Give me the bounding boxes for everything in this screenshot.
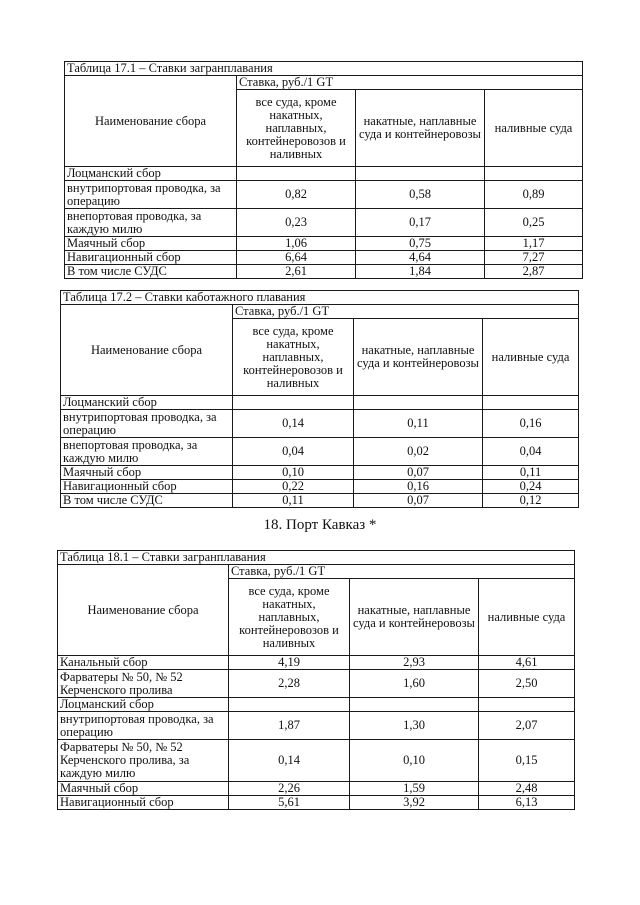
row-label: Лоцманский сбор (65, 167, 237, 181)
row-label: внепортовая проводка, за каждую милю (61, 438, 233, 466)
table-row (58, 712, 575, 740)
cell-value: 5,61 (229, 796, 350, 810)
cell-value: 0,07 (354, 494, 483, 508)
cell-value: 0,22 (233, 480, 354, 494)
row-label: Фарватеры № 50, № 52 Керченского пролива (58, 670, 229, 698)
table-row (65, 181, 583, 209)
table-row (65, 209, 583, 237)
table-row (58, 782, 575, 796)
table-row (65, 251, 583, 265)
row-label: Канальный сбор (58, 656, 229, 670)
cell-value: 0,16 (354, 480, 483, 494)
table-row (61, 494, 579, 508)
table-18-1 (57, 550, 575, 810)
cell-value: 0,17 (356, 209, 485, 237)
row-label: Навигационный сбор (61, 480, 233, 494)
row-label: внутрипортовая проводка, за операцию (61, 410, 233, 438)
table-row (61, 480, 579, 494)
cell-value: 0,10 (350, 740, 479, 782)
cell-value: 6,13 (479, 796, 575, 810)
cell-value: 2,48 (479, 782, 575, 796)
cell-value: 0,11 (233, 494, 354, 508)
cell-value: 3,92 (350, 796, 479, 810)
cell-value: 0,14 (229, 740, 350, 782)
cell-value: 2,28 (229, 670, 350, 698)
cell-value: 0,04 (483, 438, 579, 466)
cell-value: 0,12 (483, 494, 579, 508)
cell-value: 7,27 (485, 251, 583, 265)
cell-value: 0,07 (354, 466, 483, 480)
table-row (58, 796, 575, 810)
row-label: Фарватеры № 50, № 52 Керченского пролива, за каждую милю (58, 740, 229, 782)
table-row (58, 670, 575, 698)
col-tankers: наливные суда (485, 90, 583, 167)
cell-value: 1,30 (350, 712, 479, 740)
row-label: Навигационный сбор (58, 796, 229, 810)
row-label: внутрипортовая проводка, за операцию (58, 712, 229, 740)
cell-value: 2,07 (479, 712, 575, 740)
cell-value: 0,14 (233, 410, 354, 438)
col-all-vessels: все суда, кроме накатных, наплавных, контейнеровозов и наливных (233, 319, 354, 396)
col-roro: накатные, наплавные суда и контейнеровозы (356, 90, 485, 167)
cell-value: 2,26 (229, 782, 350, 796)
table-row (65, 265, 583, 279)
table-row (65, 167, 583, 181)
col-roro: накатные, наплавные суда и контейнеровозы (354, 319, 483, 396)
cell-value: 0,58 (356, 181, 485, 209)
table-title: Таблица 17.1 – Ставки загранплавания (65, 62, 583, 76)
cell-value: 0,25 (485, 209, 583, 237)
cell-value: 4,64 (356, 251, 485, 265)
cell-value: 4,61 (479, 656, 575, 670)
row-label: Лоцманский сбор (58, 698, 229, 712)
cell-value: 0,82 (237, 181, 356, 209)
row-label: В том числе СУДС (65, 265, 237, 279)
cell-value: 1,17 (485, 237, 583, 251)
col-roro: накатные, наплавные суда и контейнеровозы (350, 579, 479, 656)
cell-value: 1,59 (350, 782, 479, 796)
name-header: Наименование сбора (58, 565, 229, 656)
cell-value: 2,87 (485, 265, 583, 279)
row-label: внутрипортовая проводка, за операцию (65, 181, 237, 209)
table-row (61, 410, 579, 438)
rate-header: Ставка, руб./1 GT (237, 76, 583, 90)
row-label: В том числе СУДС (61, 494, 233, 508)
section-heading: 18. Порт Кавказ * (263, 517, 377, 533)
table-17-2 (60, 290, 579, 508)
cell-value: 1,84 (356, 265, 485, 279)
name-header: Наименование сбора (65, 76, 237, 167)
table-row (58, 740, 575, 782)
cell-value: 0,23 (237, 209, 356, 237)
cell-value: 0,02 (354, 438, 483, 466)
rate-header: Ставка, руб./1 GT (229, 565, 575, 579)
cell-value: 0,24 (483, 480, 579, 494)
table-title: Таблица 17.2 – Ставки каботажного плавания (61, 291, 579, 305)
col-tankers: наливные суда (479, 579, 575, 656)
cell-value: 4,19 (229, 656, 350, 670)
cell-value: 0,75 (356, 237, 485, 251)
col-all-vessels: все суда, кроме накатных, наплавных, контейнеровозов и наливных (237, 90, 356, 167)
row-label: внепортовая проводка, за каждую милю (65, 209, 237, 237)
cell-value: 0,15 (479, 740, 575, 782)
cell-value: 6,64 (237, 251, 356, 265)
cell-value: 0,04 (233, 438, 354, 466)
cell-value: 0,11 (483, 466, 579, 480)
table-row (65, 237, 583, 251)
cell-value: 2,93 (350, 656, 479, 670)
rate-header: Ставка, руб./1 GT (233, 305, 579, 319)
table-17-1 (64, 61, 583, 279)
table-row (58, 656, 575, 670)
row-label: Маячный сбор (65, 237, 237, 251)
table-row (61, 396, 579, 410)
table-title: Таблица 18.1 – Ставки загранплавания (58, 551, 575, 565)
row-label: Маячный сбор (61, 466, 233, 480)
cell-value: 0,16 (483, 410, 579, 438)
row-label: Лоцманский сбор (61, 396, 233, 410)
cell-value: 2,61 (237, 265, 356, 279)
cell-value: 2,50 (479, 670, 575, 698)
cell-value: 1,87 (229, 712, 350, 740)
table-row (58, 698, 575, 712)
row-label: Навигационный сбор (65, 251, 237, 265)
name-header: Наименование сбора (61, 305, 233, 396)
col-tankers: наливные суда (483, 319, 579, 396)
cell-value: 0,11 (354, 410, 483, 438)
cell-value: 1,60 (350, 670, 479, 698)
table-row (61, 466, 579, 480)
cell-value: 1,06 (237, 237, 356, 251)
table-row (61, 438, 579, 466)
row-label: Маячный сбор (58, 782, 229, 796)
col-all-vessels: все суда, кроме накатных, наплавных, контейнеровозов и наливных (229, 579, 350, 656)
cell-value: 0,89 (485, 181, 583, 209)
cell-value: 0,10 (233, 466, 354, 480)
